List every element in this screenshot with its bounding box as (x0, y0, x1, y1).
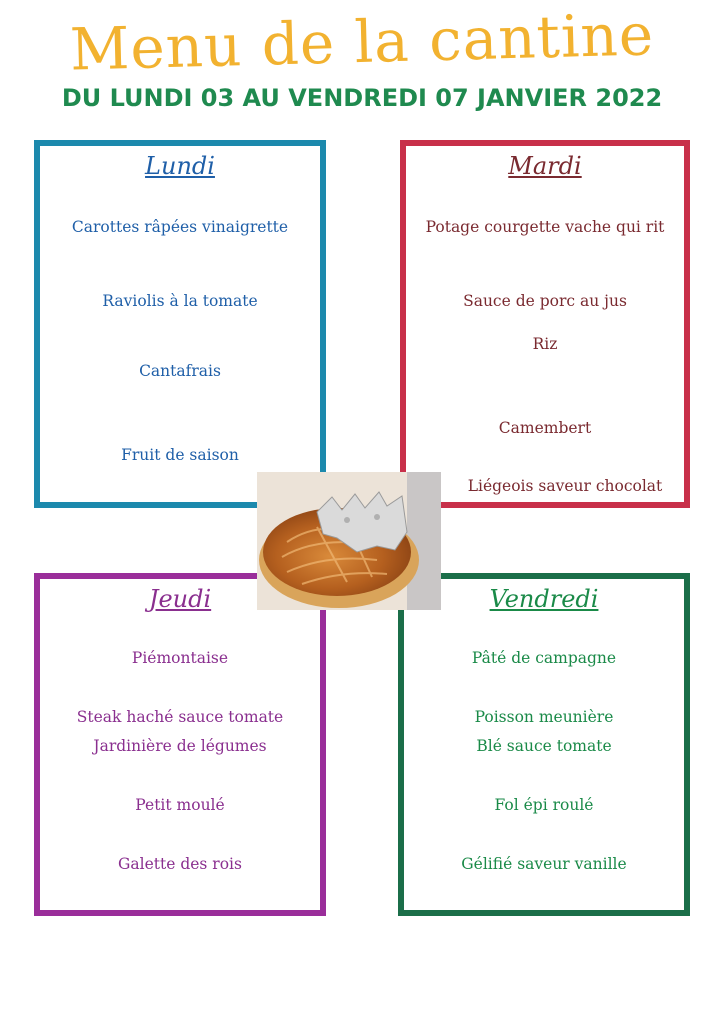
day-heading-mardi: Mardi (508, 152, 582, 180)
menu-item: Petit moulé (135, 796, 225, 814)
menu-item: Piémontaise (131, 649, 229, 667)
day-box-mardi (400, 140, 690, 508)
galette-des-rois-photo (257, 472, 441, 610)
menu-item: Blé sauce tomate (476, 737, 612, 755)
date-range-subtitle: DU LUNDI 03 AU VENDREDI 07 JANVIER 2022 (61, 84, 663, 112)
menu-item: Liégeois saveur chocolat (467, 477, 663, 495)
menu-item: Raviolis à la tomate (102, 292, 258, 310)
day-box-lundi (34, 140, 326, 508)
menu-item: Camembert (498, 419, 592, 437)
day-box-vendredi (398, 573, 690, 916)
menu-item: Potage courgette vache qui rit (425, 218, 665, 236)
menu-item: Carottes râpées vinaigrette (71, 218, 289, 236)
menu-item: Jardinière de légumes (93, 737, 267, 755)
menu-item: Pâté de campagne (471, 649, 617, 667)
menu-item: Gélifié saveur vanille (461, 855, 627, 873)
menu-item: Cantafrais (139, 362, 221, 380)
menu-item: Steak haché sauce tomate (76, 708, 284, 726)
menu-item: Sauce de porc au jus (463, 292, 627, 310)
menu-item: Riz (532, 335, 558, 353)
menu-item: Poisson meunière (474, 708, 614, 726)
menu-item: Fol épi roulé (494, 796, 594, 814)
day-heading-jeudi: Jeudi (148, 585, 212, 613)
day-box-jeudi (34, 573, 326, 916)
menu-title: Menu de la cantine (69, 0, 655, 84)
menu-item: Fruit de saison (121, 446, 239, 464)
day-heading-lundi: Lundi (145, 152, 215, 180)
day-heading-vendredi: Vendredi (489, 585, 599, 613)
menu-item: Galette des rois (118, 855, 242, 873)
